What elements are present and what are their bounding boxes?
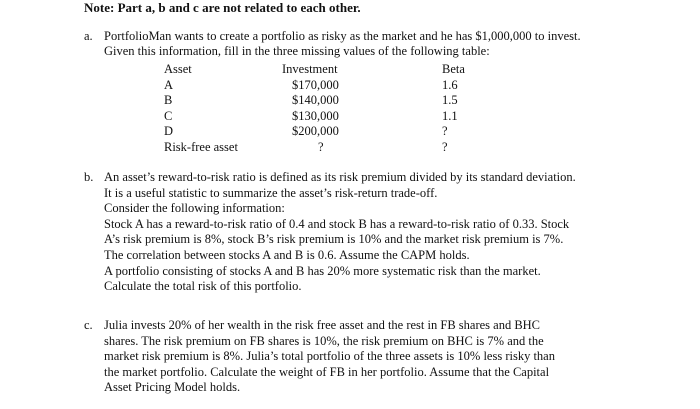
- part-b-text: [104, 170, 624, 295]
- cell-asset: B: [164, 93, 173, 108]
- cell-asset: Risk-free asset: [164, 139, 238, 154]
- part-b-line: Consider the following information:: [104, 201, 285, 216]
- part-b-line: A’s risk premium is 8%, stock B’s risk premium is 10% and the market risk premium is 7%.: [104, 232, 564, 247]
- table-row: [164, 93, 502, 109]
- part-b-line: A portfolio consisting of stocks A and B has 20% more systematic risk than the market.: [104, 263, 541, 278]
- cell-beta: 1.6: [442, 77, 458, 92]
- table-row: [164, 78, 502, 94]
- header-asset: Asset: [164, 62, 192, 76]
- part-c-line: shares. The risk premium on FB shares is 10%, the risk premium on BHC is 7% and the: [104, 333, 544, 348]
- cell-beta: 1.5: [442, 93, 458, 108]
- table-row: [164, 124, 502, 140]
- cell-asset: D: [164, 124, 174, 139]
- cell-investment: $200,000: [292, 124, 339, 139]
- table-row: [164, 109, 502, 125]
- cell-asset: A: [164, 77, 174, 92]
- cell-investment: $140,000: [292, 93, 339, 108]
- part-b-label: b.: [84, 170, 94, 184]
- part-b-line: It is a useful statistic to summarize the asset’s risk-return trade-off.: [104, 185, 438, 200]
- cell-beta: ?: [442, 139, 448, 154]
- part-b-line: Calculate the total risk of this portfolio.: [104, 279, 302, 294]
- cell-investment: $170,000: [292, 77, 339, 92]
- part-c-text: [104, 318, 624, 396]
- part-b-line: The correlation between stocks A and B is 0.6. Assume the CAPM holds.: [104, 247, 470, 262]
- table-header-row: [164, 62, 502, 78]
- part-c-line: market risk premium is 8%. Julia’s total portfolio of the three assets is 10% less risky than: [104, 349, 555, 364]
- part-c-line: the market portfolio. Calculate the weight of FB in her portfolio. Assume that the Capital: [104, 364, 550, 379]
- part-c-line: Asset Pricing Model holds.: [104, 380, 241, 395]
- cell-investment: $130,000: [292, 108, 339, 123]
- part-b-line: Stock A has a reward-to-risk ratio of 0.4 and stock B has a reward-to-risk ratio of 0.33. Stock: [104, 216, 570, 231]
- note-heading: Note: Part a, b and c are not related to each other.: [84, 0, 361, 15]
- part-a-line-1: PortfolioMan wants to create a portfolio as risky as the market and he has $1,000,000 to invest.: [104, 29, 581, 43]
- header-beta: Beta: [442, 62, 465, 76]
- cell-investment: ?: [318, 139, 324, 154]
- header-investment: Investment: [282, 62, 338, 76]
- table-row: [164, 140, 502, 156]
- asset-table: [164, 62, 502, 156]
- cell-asset: C: [164, 108, 173, 123]
- part-a-line-2: Given this information, fill in the three missing values of the following table:: [104, 44, 490, 58]
- cell-beta: ?: [442, 124, 448, 139]
- part-c-line: Julia invests 20% of her wealth in the risk free asset and the rest in FB shares and BHC: [104, 318, 541, 332]
- part-c-label: c.: [84, 318, 93, 332]
- part-b-line: An asset’s reward-to-risk ratio is defined as its risk premium divided by its standard deviation.: [104, 170, 576, 184]
- cell-beta: 1.1: [442, 108, 458, 123]
- part-a-label: a.: [84, 29, 93, 43]
